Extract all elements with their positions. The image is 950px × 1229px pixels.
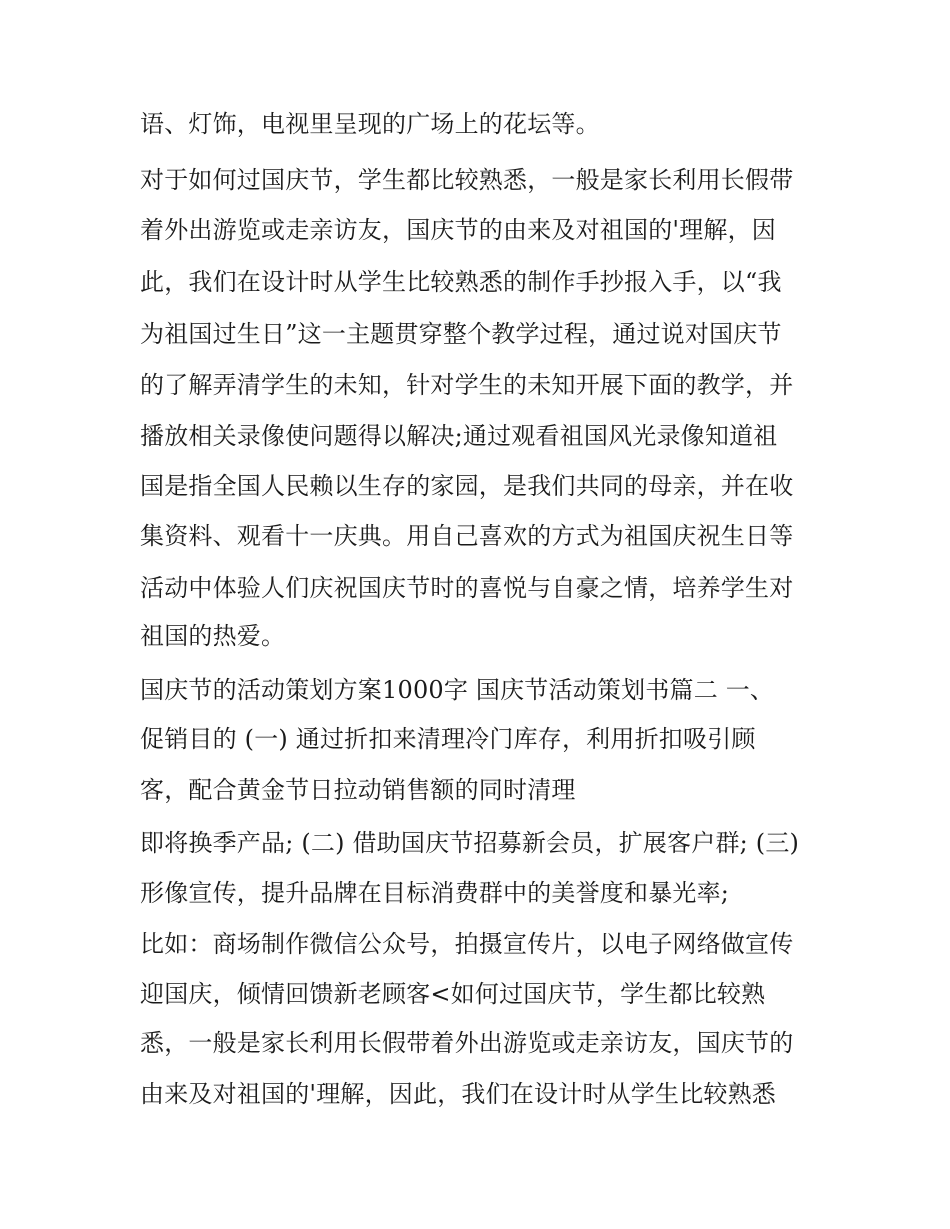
text-line: 促销目的 (一) 通过折扣来清理冷门库存，利用折扣吸引顾 bbox=[140, 725, 756, 753]
text-line: 悉，一般是家长利用长假带着外出游览或走亲访友，国庆节的 bbox=[140, 1029, 794, 1057]
text-line: 客，配合黄金节日拉动销售额的同时清理 bbox=[140, 776, 576, 804]
text-line: 即将换季产品; (二) 借助国庆节招募新会员，扩展客户群; (三) bbox=[140, 829, 800, 857]
text-line: 由来及对祖国的'理解，因此，我们在设计时从学生比较熟悉 bbox=[140, 1080, 776, 1108]
text-line: 对于如何过国庆节，学生都比较熟悉，一般是家长利用长假带 bbox=[140, 166, 794, 194]
text-line: 的了解弄清学生的未知，针对学生的未知开展下面的教学，并 bbox=[140, 371, 794, 399]
text-line: 形像宣传，提升品牌在目标消费群中的美誉度和暴光率; bbox=[140, 879, 730, 907]
text-line: 祖国的热爱。 bbox=[140, 622, 286, 650]
text-line: 比如：商场制作微信公众号，拍摄宣传片，以电子网络做宣传 bbox=[140, 930, 794, 958]
text-line: 集资料、观看十一庆典。用自己喜欢的方式为祖国庆祝生日等 bbox=[140, 522, 794, 550]
text-line: 国是指全国人民赖以生存的家园，是我们共同的母亲，并在收 bbox=[140, 472, 794, 500]
text-line: 播放相关录像使问题得以解决;通过观看祖国风光录像知道祖 bbox=[140, 422, 778, 450]
text-line: 国庆节的活动策划方案1000字 国庆节活动策划书篇二 一、 bbox=[140, 676, 775, 704]
text-line: 为祖国过生日”这一主题贯穿整个教学过程，通过说对国庆节 bbox=[140, 320, 782, 348]
text-line: 此，我们在设计时从学生比较熟悉的制作手抄报入手，以“我 bbox=[140, 268, 782, 296]
text-line: 活动中体验人们庆祝国庆节时的喜悦与自豪之情，培养学生对 bbox=[140, 574, 794, 602]
text-line: 着外出游览或走亲访友，国庆节的由来及对祖国的'理解，因 bbox=[140, 216, 776, 244]
text-line: 语、灯饰，电视里呈现的广场上的花坛等。 bbox=[140, 110, 600, 138]
text-line: 迎国庆，倾情回馈新老顾客<如何过国庆节，学生都比较熟 bbox=[140, 980, 766, 1008]
